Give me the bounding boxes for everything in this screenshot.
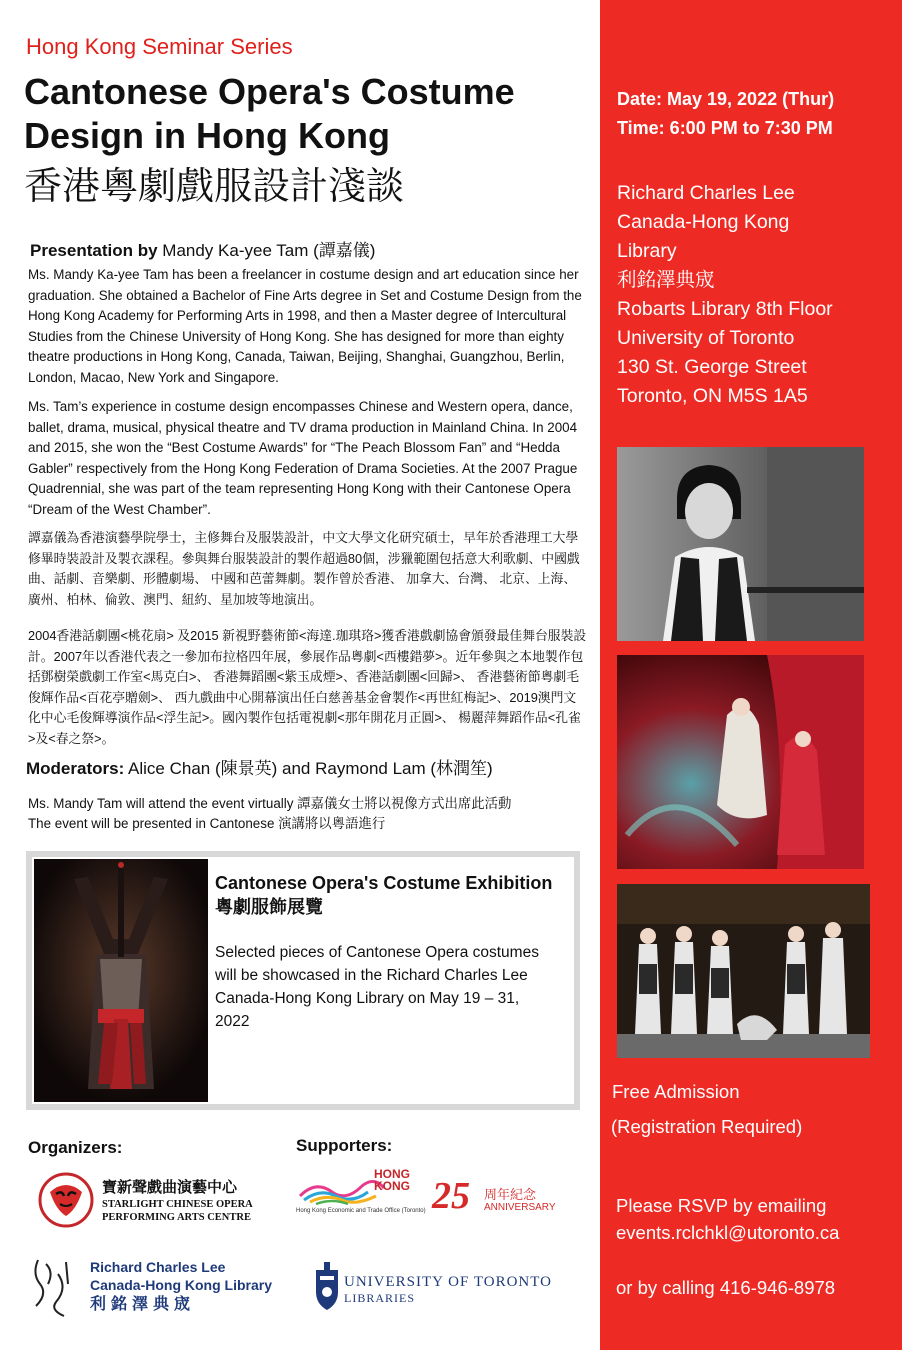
uoft-crest [314, 1262, 340, 1312]
free-admission: Free Admission [612, 1081, 740, 1102]
rsvp-email-link[interactable]: events.rclchkl@utoronto.ca [616, 1222, 840, 1243]
bio-en-paragraph-1: Ms. Mandy Ka-yee Tam has been a freelancer in costume design and art education since her graduation. She obtained a Bachelor of Fine Arts degree in Set and Costume Design from the Hong Kong Academy for Performing Arts in 1998, and then a Master degree of Intercultural Studies from the Chinese University of Hong Kong. She has designed for more than eighty theatre productions in Hong Kong, Canada, Taiwan, Beijing, Shanghai, Guangzhou, Berlin, London, Macao, New York and Singapore. [28, 267, 582, 385]
anniversary-number: 25 [432, 1175, 470, 1217]
venue-line-5: University of Toronto [617, 327, 795, 349]
page-title-chinese: 香港粵劇戲服設計淺談 [24, 164, 405, 208]
title-line-1: Cantonese Opera's Costume [24, 71, 515, 112]
event-venue [617, 179, 897, 411]
opera-stage-illustration-2 [617, 884, 870, 1058]
exhibition-description: Selected pieces of Cantonese Opera costumes will be showcased in the Richard Charles Lee Canada-Hong Kong Library on May 19 – 31, 2022 [215, 944, 539, 1030]
bio-en-paragraph-2: Ms. Tam’s experience in costume design encompasses Chinese and Western opera, dance, ballet, drama, musical, physical theatre and TV drama production in Mainland China. In 2004 and 2015, she won the “Best Costume Awards” for “The Peach Blossom Fan” and “Hedda Gabler” respectively from the Hong Kong Federation of Drama Societies. At the 2007 Prague Quadrennial, she was part of the team representing Hong Kong with their Cantonese Opera “Dream of the West Chamber”. [28, 399, 578, 517]
anniversary-en: ANNIVERSARY [484, 1202, 556, 1213]
organizers-label: Organizers: [28, 1138, 123, 1157]
venue-line-zh: 利銘澤典宬 [617, 269, 715, 291]
uoft-libraries: LIBRARIES [344, 1291, 416, 1305]
costume-photo [34, 859, 208, 1102]
starlight-mask-icon [36, 1170, 96, 1230]
moderators-line [26, 754, 493, 779]
supporters-label: Supporters: [296, 1136, 393, 1155]
hong-kong-brand-logo [296, 1166, 426, 1226]
exhibition-title-en: Cantonese Opera's Costume Exhibition [215, 873, 553, 893]
hk-office-name: Hong Kong Economic and Trade Office (Toronto) [296, 1208, 426, 1214]
library-name-2: Canada-Hong Kong Library [90, 1277, 273, 1293]
event-notes [28, 794, 588, 834]
event-date: Date: May 19, 2022 (Thur) [617, 89, 835, 109]
uoft-name: UNIVERSITY OF TORONTO [344, 1274, 552, 1290]
presenter-portrait-photo [617, 447, 864, 641]
rsvp-instruction: Please RSVP by emailing [616, 1195, 827, 1216]
exhibition-box [26, 851, 580, 1110]
registration-required: (Registration Required) [611, 1116, 803, 1137]
opera-stage-illustration-1 [617, 655, 864, 869]
presenter-line [30, 236, 375, 261]
calligraphy-icon [28, 1254, 78, 1320]
moderators-names: Alice Chan (陳景英) and Raymond Lam (林潤笙) [128, 759, 493, 778]
library-name-zh: 利銘澤典宬 [90, 1296, 196, 1313]
note-virtual: Ms. Mandy Tam will attend the event virtually 譚嘉儀女士將以視像方式出席此活動 [28, 796, 512, 811]
exhibition-box-inner [32, 857, 574, 1104]
moderators-label: Moderators: [26, 759, 125, 778]
opera-stage-photo-2 [617, 884, 870, 1058]
costume-illustration [34, 859, 208, 1102]
uoft-libraries-name [344, 1274, 552, 1306]
venue-line-7: Toronto, ON M5S 1A5 [617, 385, 808, 407]
series-label: Hong Kong Seminar Series [26, 34, 293, 59]
exhibition-title-zh: 粵劇服飾展覽 [215, 897, 323, 917]
hk-word-2: KONG [374, 1179, 410, 1193]
starlight-name-en-2: PERFORMING ARTS CENTRE [102, 1212, 251, 1223]
venue-line-2: Canada-Hong Kong [617, 211, 790, 233]
anniversary-zh: 周年紀念 [484, 1187, 537, 1202]
event-date-time [617, 85, 834, 143]
page-title [24, 70, 584, 158]
rsvp-phone: or by calling 416-946-8978 [616, 1277, 836, 1298]
library-calligraphy-logo [28, 1254, 78, 1320]
starlight-name-en-1: STARLIGHT CHINESE OPERA [102, 1199, 253, 1210]
venue-line-3: Library [617, 240, 677, 262]
crest-icon [314, 1262, 340, 1312]
hong-kong-wordmark [374, 1168, 410, 1192]
event-time: Time: 6:00 PM to 7:30 PM [617, 118, 833, 138]
presenter-name: Mandy Ka-yee Tam (譚嘉儀) [162, 241, 376, 260]
portrait-illustration [617, 447, 864, 641]
anniversary-logo [432, 1172, 568, 1226]
bio-zh-paragraph-2: 2004香港話劇團<桃花扇> 及2015 新視野藝術節<海達.珈琪珞>獲香港戲劇協會頒發最佳舞台服裝設計。2007年以香港代表之一參加布拉格四年展，參展作品粵劇<西樓錯夢>。近年參與之本地製作包括鄧樹榮戲劇工作室<馬克白>、 香港舞蹈團<紫玉成煙>、香港話劇團<回歸>、 香港藝術節粵劇毛俊輝作品<百花亭贈劍>、 西九戲曲中心開幕演出任白慈善基金會製作<再世紅梅記>、2019澳門文化中心毛俊輝導演作品<浮生記>。國內製作包括電視劇<那年開花月正圓>、 楊麗萍舞蹈作品<孔雀>及<春之祭>。 [28, 628, 587, 746]
title-line-2: Design in Hong Kong [24, 115, 390, 156]
starlight-name [102, 1178, 253, 1224]
venue-line-4: Robarts Library 8th Floor [617, 298, 833, 320]
starlight-name-zh: 寶新聲戲曲演藝中心 [102, 1179, 238, 1196]
bio-zh-paragraph-1: 譚嘉儀為香港演藝學院學士，主修舞台及服裝設計，中文大學文化研究碩士，早年於香港理工大學修畢時裝設計及製衣課程。參與舞台服裝設計的製作超過80個，涉獵範圍包括意大利歌劇、中國戲曲、話劇、音樂劇、形體劇場、 中國和芭蕾舞劇。製作曾於香港、 加拿大、台灣、 北京、上海、廣州、柏林、倫敦、澳門、紐約、星加坡等地演出。 [28, 530, 580, 607]
library-name [90, 1258, 272, 1314]
starlight-logo [36, 1170, 96, 1230]
venue-line-6: 130 St. George Street [617, 356, 807, 378]
hk-word-1: HONG [374, 1167, 410, 1181]
exhibition-title [215, 871, 570, 919]
opera-stage-photo-1 [617, 655, 864, 869]
presenter-label: Presentation by [30, 241, 158, 260]
library-name-1: Richard Charles Lee [90, 1259, 226, 1275]
venue-line-1: Richard Charles Lee [617, 182, 795, 204]
note-language: The event will be presented in Cantonese 演講將以粵語進行 [28, 816, 386, 831]
